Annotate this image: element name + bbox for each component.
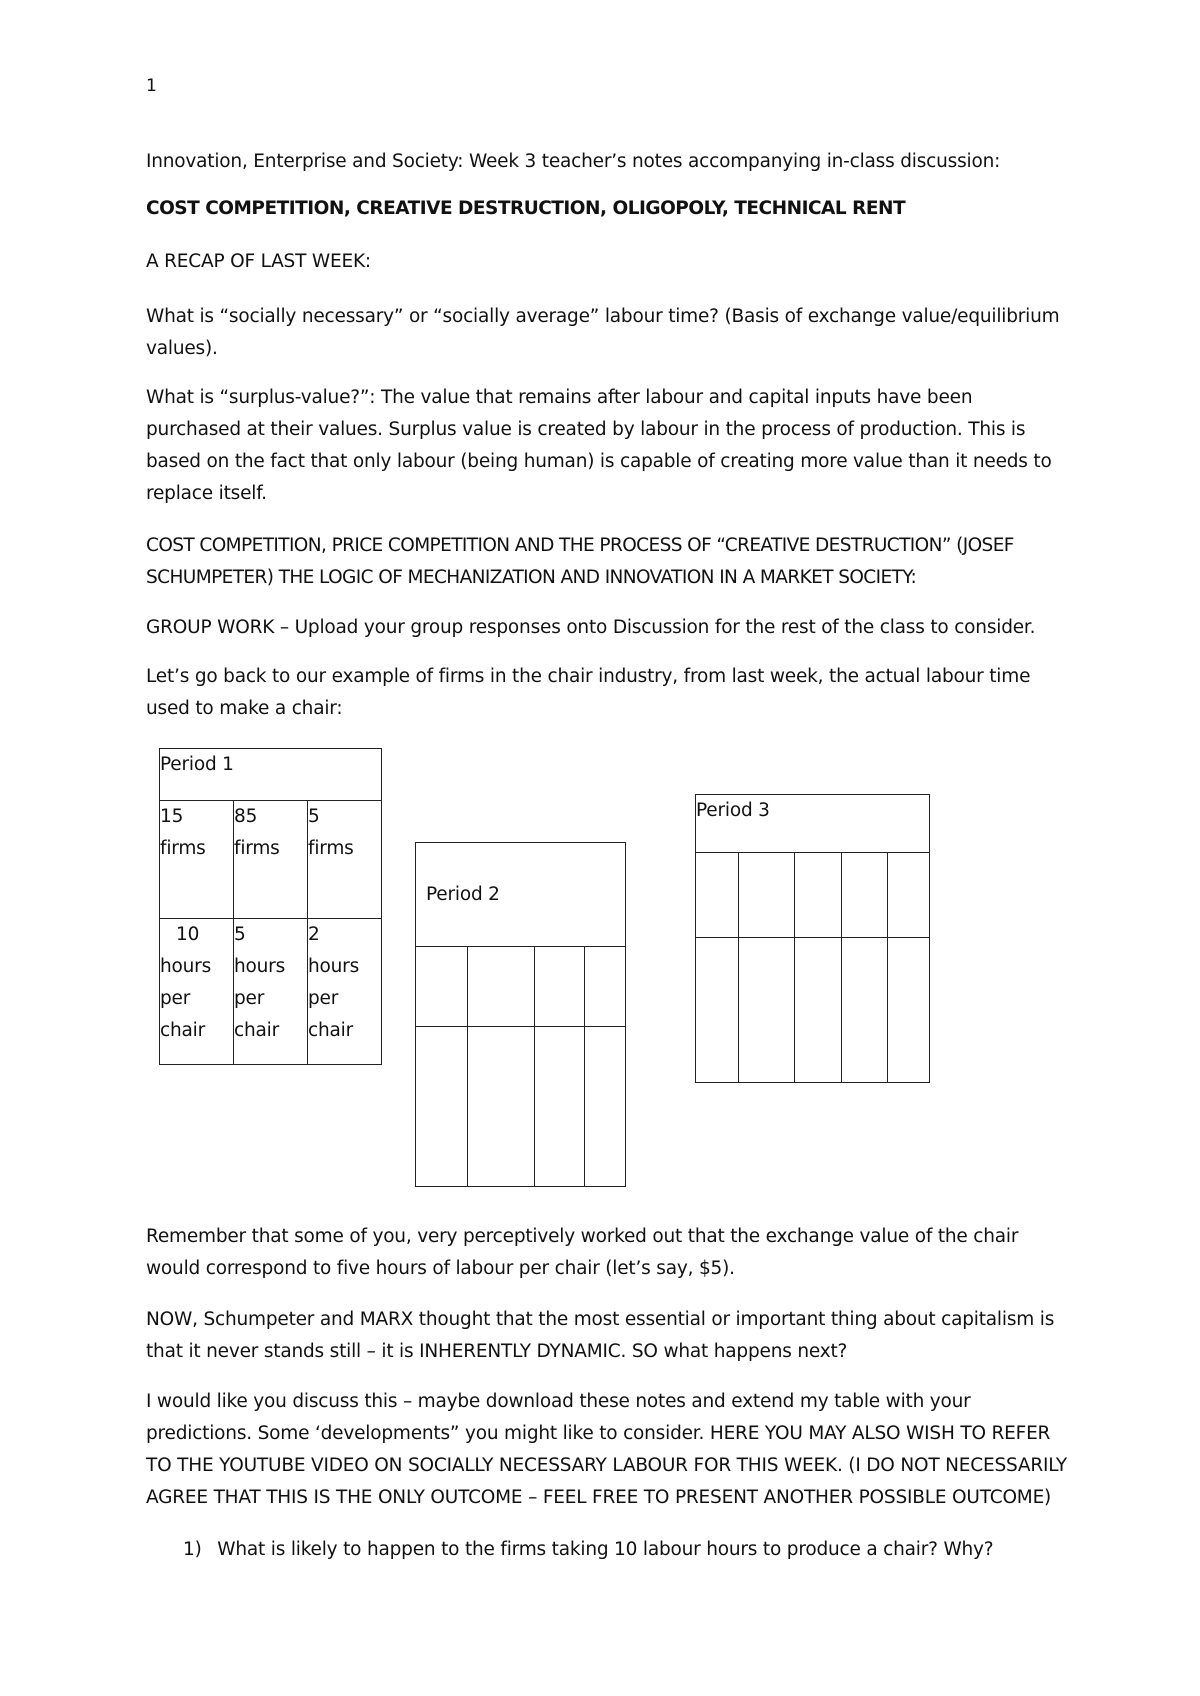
hours-value: 2 [308,924,320,945]
period-1-label: Period 1 [160,749,382,801]
recap-question-line: What is “socially necessary” or “socially average” labour time? (Basis of exchange value/equilibrium [146,306,1060,327]
hours-unit: hours [234,956,286,977]
question-text: What is likely to happen to the firms taking 10 labour hours to produce a chair? Why? [217,1539,994,1560]
hours-unit: per [234,988,265,1009]
period-3-empty-cell [795,938,842,1083]
period-3-empty-cell [739,938,795,1083]
period-2-table [415,842,626,1187]
period-2-label: Period 2 [416,843,626,947]
hours-value: 10 [176,924,200,945]
section-heading [146,530,1106,594]
period-2-empty-cell [416,1027,468,1187]
period-2-empty-cell [585,947,626,1027]
paragraph-line: What is “surplus-value?”: The value that remains after labour and capital inputs have been [146,387,973,408]
period-3-empty-cell [888,853,930,938]
recap-heading: A RECAP OF LAST WEEK: [146,251,371,272]
paragraph-line: AGREE THAT THIS IS THE ONLY OUTCOME – FEEL FREE TO PRESENT ANOTHER POSSIBLE OUTCOME) [146,1487,1052,1508]
paragraph-line: NOW, Schumpeter and MARX thought that the most essential or important thing about capitalism is [146,1309,1055,1330]
firm-count: 85 [234,806,258,827]
firm-unit: firms [308,838,354,859]
paragraph-line: purchased at their values. Surplus value is created by labour in the process of production. This is [146,419,1026,440]
recap-question-line: values). [146,338,218,359]
question-list-item [183,1534,1103,1566]
period-3-empty-cell [842,853,888,938]
hours-value: 5 [234,924,246,945]
period-3-empty-cell [795,853,842,938]
example-paragraph [146,661,1106,725]
paragraph-line: replace itself. [146,483,267,504]
remember-paragraph [146,1221,1106,1285]
document-heading: Innovation, Enterprise and Society: Week 3 teacher’s notes accompanying in-class discussion: [146,151,1001,172]
period-1-hours-cell [160,919,234,1065]
document-title: COST COMPETITION, CREATIVE DESTRUCTION, OLIGOPOLY, TECHNICAL RENT [146,198,906,219]
recap-question [146,301,1106,365]
period-1-firms-cell [308,801,382,919]
hours-unit: per [308,988,339,1009]
paragraph-line: Let’s go back to our example of firms in the chair industry, from last week, the actual labour time [146,666,1031,687]
section-heading-line: COST COMPETITION, PRICE COMPETITION AND THE PROCESS OF “CREATIVE DESTRUCTION” (JOSEF [146,535,1014,556]
group-work-instruction: GROUP WORK – Upload your group responses onto Discussion for the rest of the class to consider. [146,617,1036,638]
period-3-empty-cell [739,853,795,938]
paragraph-line: TO THE YOUTUBE VIDEO ON SOCIALLY NECESSARY LABOUR FOR THIS WEEK. (I DO NOT NECESSARILY [146,1455,1068,1476]
firm-count: 5 [308,806,320,827]
hours-unit: chair [160,1020,205,1041]
hours-unit: per [160,988,191,1009]
period-1-firms-cell [160,801,234,919]
surplus-value-paragraph [146,382,1106,510]
page-number: 1 [146,76,157,96]
paragraph-line: I would like you discuss this – maybe download these notes and extend my table with your [146,1391,971,1412]
now-paragraph [146,1304,1106,1368]
period-3-empty-cell [842,938,888,1083]
question-number: 1) [183,1539,202,1560]
firm-unit: firms [160,838,206,859]
period-2-empty-cell [468,1027,535,1187]
period-3-empty-cell [696,853,739,938]
hours-unit: hours [160,956,212,977]
section-heading-line: SCHUMPETER) THE LOGIC OF MECHANIZATION AND INNOVATION IN A MARKET SOCIETY: [146,567,917,588]
paragraph-line: Remember that some of you, very perceptively worked out that the exchange value of the chair [146,1226,1019,1247]
hours-unit: chair [308,1020,353,1041]
period-3-label: Period 3 [696,795,930,853]
firm-unit: firms [234,838,280,859]
period-1-hours-cell [308,919,382,1065]
paragraph-line: used to make a chair: [146,698,343,719]
period-3-empty-cell [888,938,930,1083]
period-2-empty-cell [416,947,468,1027]
period-2-empty-cell [535,947,585,1027]
hours-unit: chair [234,1020,279,1041]
paragraph-line: based on the fact that only labour (being human) is capable of creating more value than it needs to [146,451,1052,472]
discuss-paragraph [146,1386,1106,1514]
paragraph-line: that it never stands still – it is INHERENTLY DYNAMIC. SO what happens next? [146,1341,848,1362]
period-2-empty-cell [585,1027,626,1187]
period-2-empty-cell [468,947,535,1027]
paragraph-line: predictions. Some ‘developments” you might like to consider. HERE YOU MAY ALSO WISH TO REFER [146,1423,1051,1444]
period-3-table [695,794,930,1083]
period-1-firms-cell [234,801,308,919]
period-2-empty-cell [535,1027,585,1187]
firm-count: 15 [160,806,184,827]
period-1-hours-cell [234,919,308,1065]
hours-unit: hours [308,956,360,977]
period-1-table [159,748,382,1065]
period-3-empty-cell [696,938,739,1083]
paragraph-line: would correspond to five hours of labour per chair (let’s say, $5). [146,1258,735,1279]
